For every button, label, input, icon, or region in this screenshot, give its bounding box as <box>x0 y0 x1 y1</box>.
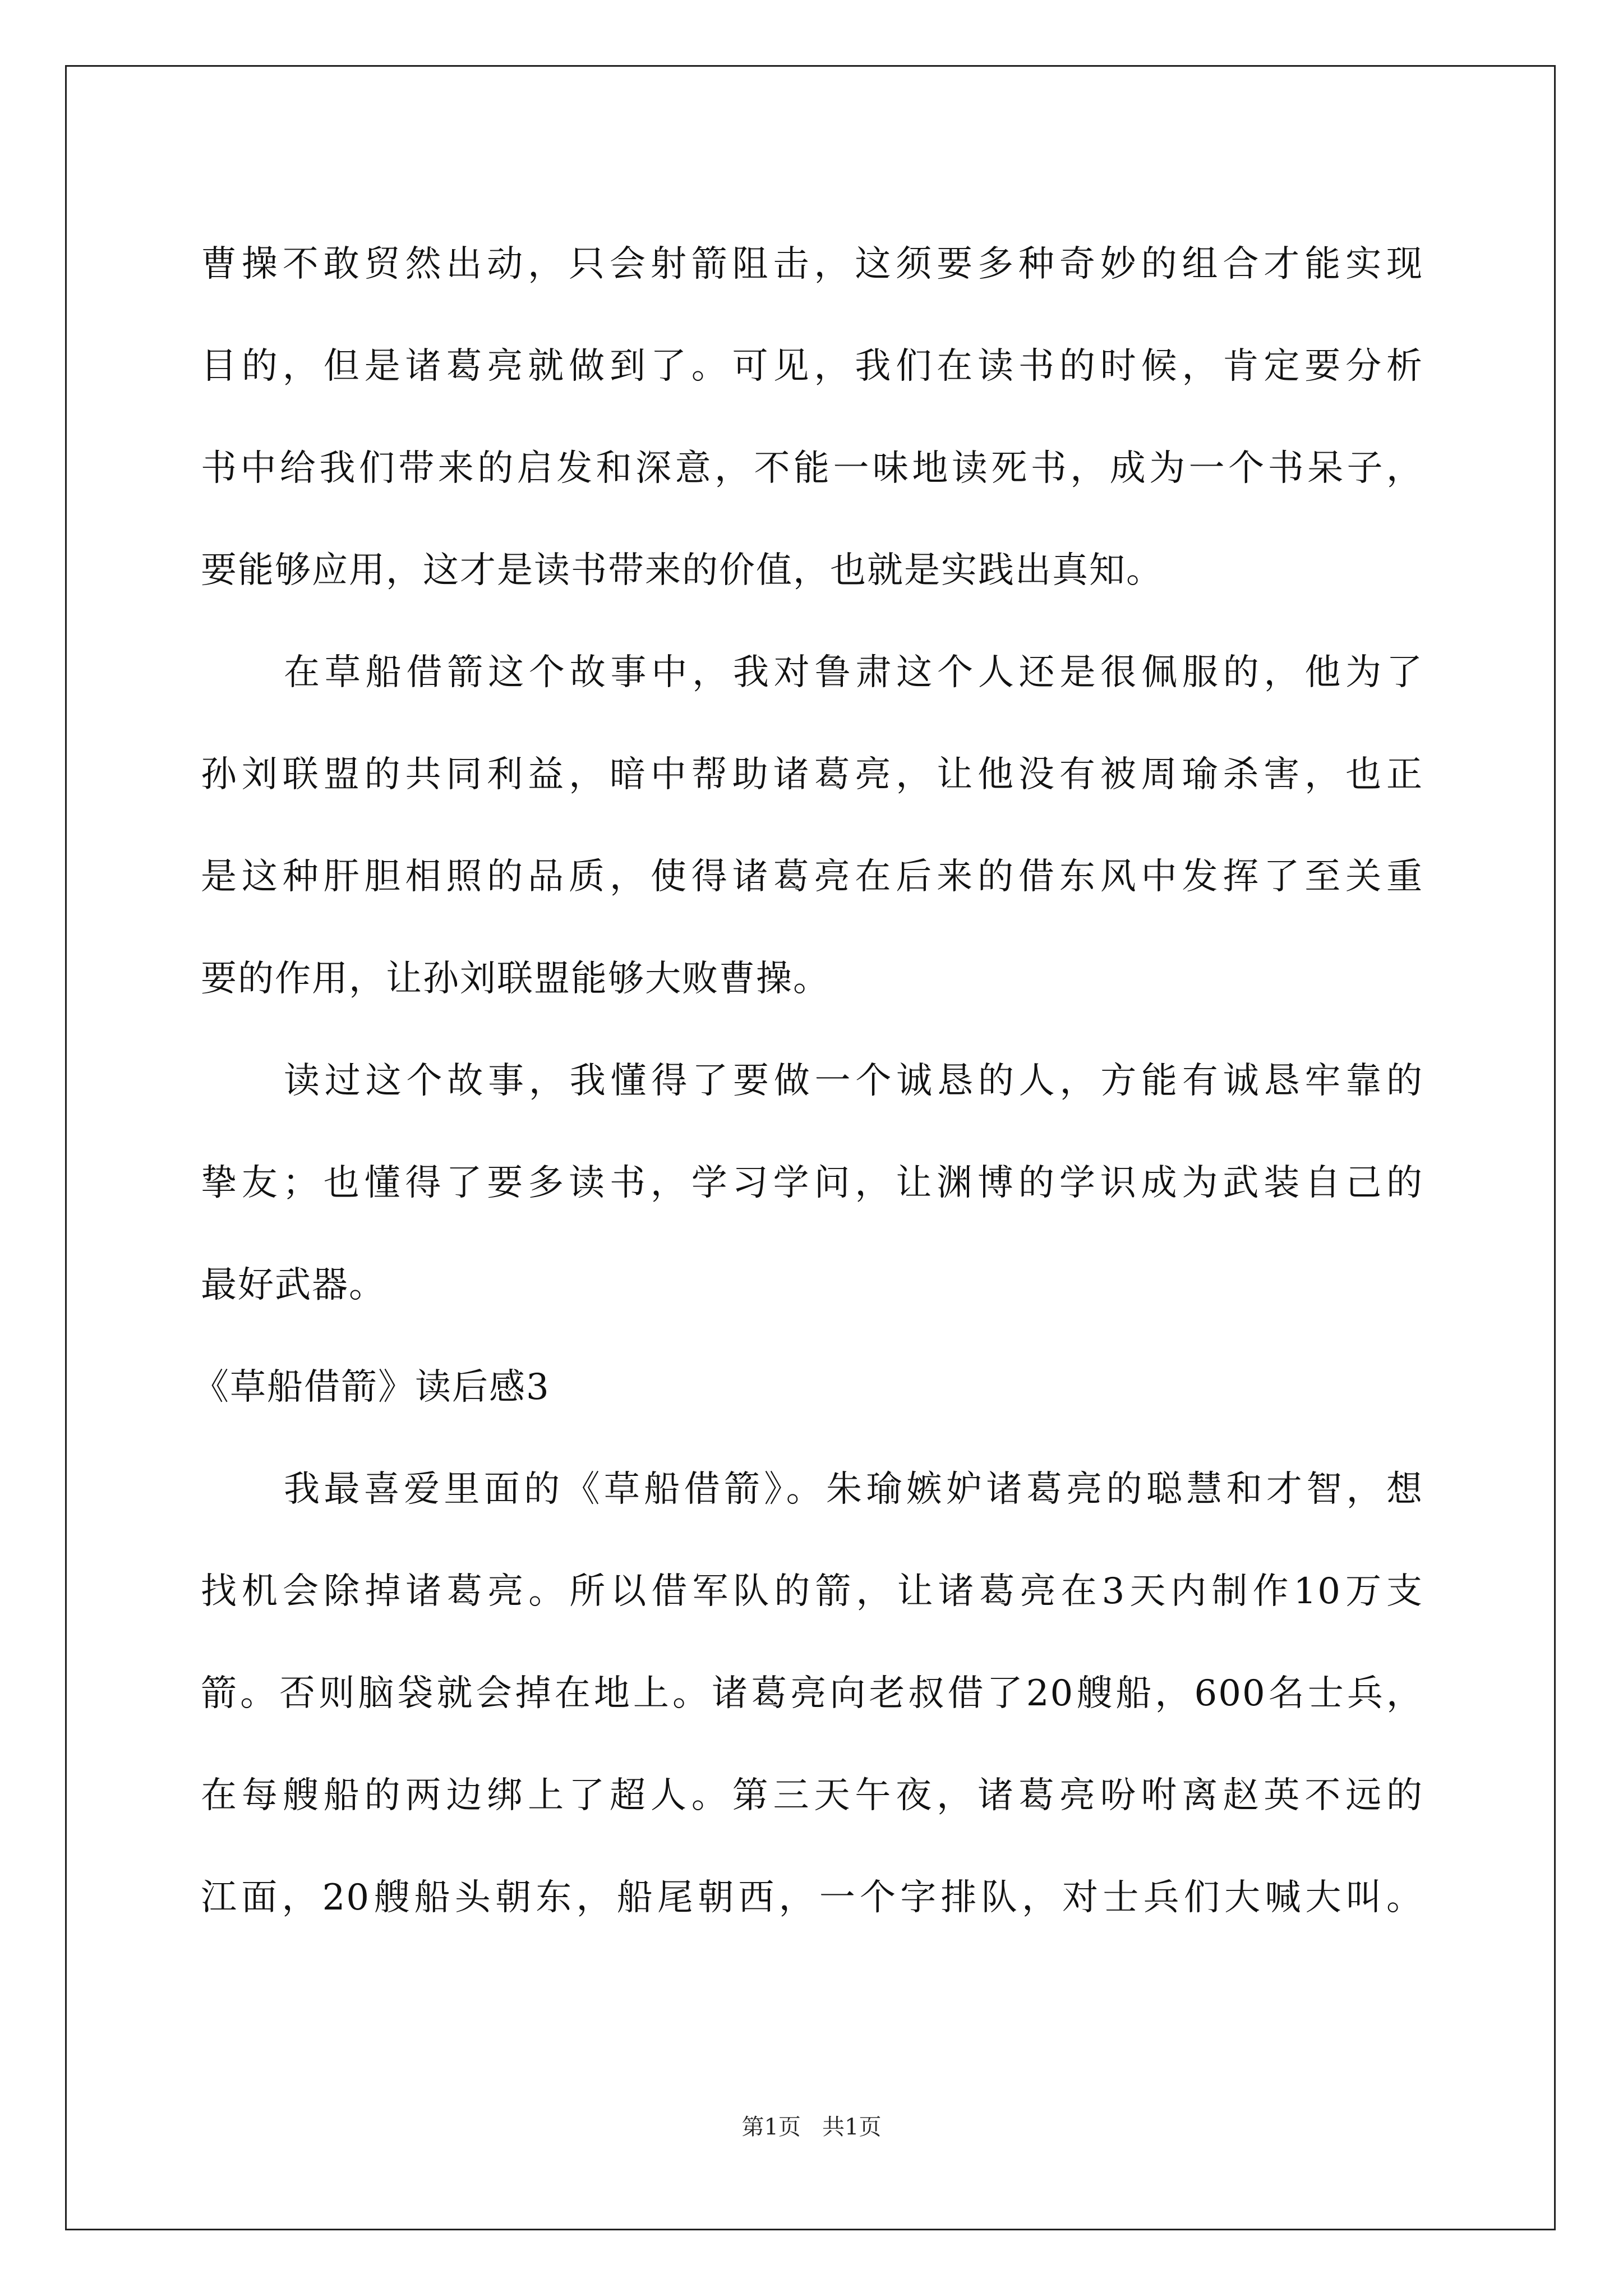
text-line: 最好武器。 <box>201 1264 386 1306</box>
text-line: 箭。否则脑袋就会掉在地上。诸葛亮向老叔借了20艘船，600名士兵， <box>201 1673 1423 1714</box>
text-line: 江面，20艘船头朝东，船尾朝西，一个字排队，对士兵们大喊大叫。 <box>201 1877 1423 1918</box>
section-heading: 《草船借箭》读后感3 <box>193 1366 550 1408</box>
paragraph-3 <box>201 1030 1423 1336</box>
text-line: 目的，但是诸葛亮就做到了。可见，我们在读书的时候，肯定要分析 <box>201 346 1423 387</box>
paragraph-4 <box>201 1438 1423 1949</box>
text-line: 在每艘船的两边绑上了超人。第三天午夜，诸葛亮吩咐离赵英不远的 <box>201 1775 1423 1816</box>
text-line: 我最喜爱里面的《草船借箭》。朱瑜嫉妒诸葛亮的聪慧和才智，想 <box>284 1469 1423 1510</box>
text-line: 要的作用，让孙刘联盟能够大败曹操。 <box>201 958 830 1000</box>
paragraph-2 <box>201 622 1423 1030</box>
text-line: 挚友；也懂得了要多读书，学习学问，让渊博的学识成为武装自己的 <box>201 1162 1423 1204</box>
text-line: 在草船借箭这个故事中，我对鲁肃这个人还是很佩服的，他为了 <box>284 652 1423 693</box>
paragraph-1 <box>201 213 1423 622</box>
text-line: 是这种肝胆相照的品质，使得诸葛亮在后来的借东风中发挥了至关重 <box>201 856 1423 898</box>
text-line: 孙刘联盟的共同利益，暗中帮助诸葛亮，让他没有被周瑜杀害，也正 <box>201 754 1423 795</box>
page-number-footer: 第1页 共1页 <box>741 2114 882 2140</box>
text-line: 书中给我们带来的启发和深意，不能一味地读死书，成为一个书呆子， <box>201 448 1423 489</box>
text-line: 曹操不敢贸然出动，只会射箭阻击，这须要多种奇妙的组合才能实现 <box>201 243 1423 285</box>
document-body <box>193 213 1423 1949</box>
text-line: 读过这个故事，我懂得了要做一个诚恳的人，方能有诚恳牢靠的 <box>284 1060 1423 1102</box>
text-line: 要能够应用，这才是读书带来的价值，也就是实践出真知。 <box>201 550 1163 591</box>
text-line: 找机会除掉诸葛亮。所以借军队的箭，让诸葛亮在3天内制作10万支 <box>201 1571 1423 1612</box>
